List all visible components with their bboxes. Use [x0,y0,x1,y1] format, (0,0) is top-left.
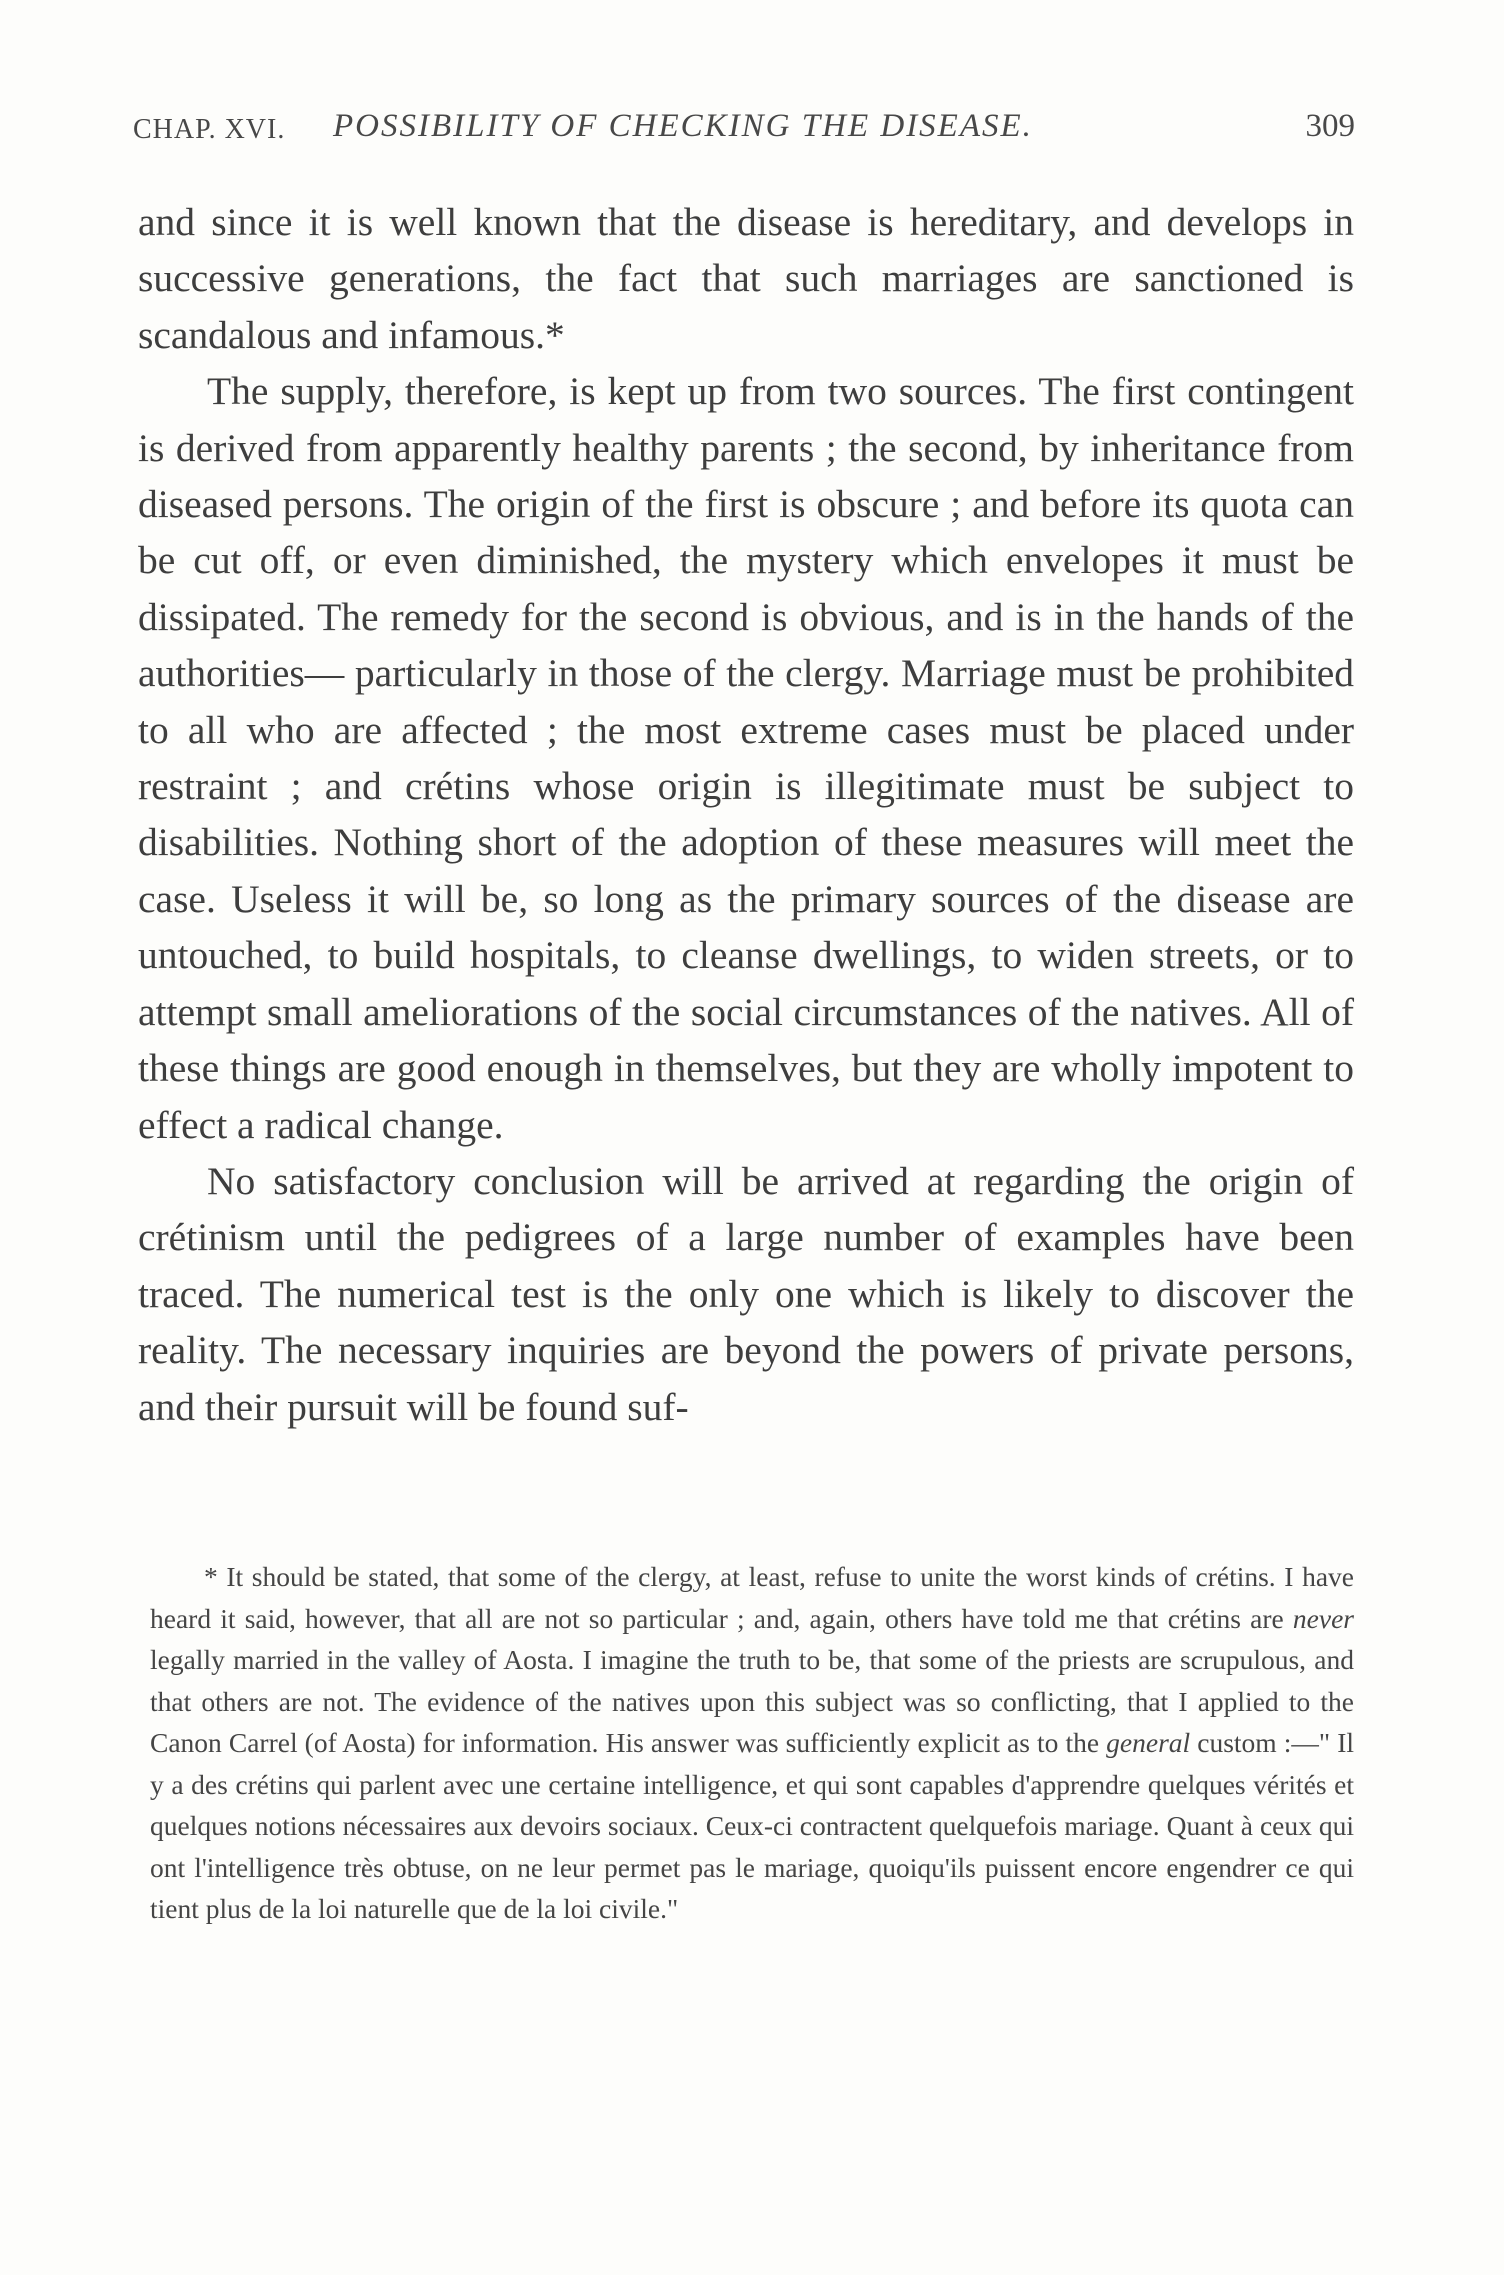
footnote-emphasis: never [1292,1602,1354,1634]
footnote-segment: * It should be stated, that some of the clergy, at least, refuse to unite the worst kinds of crétins. I have heard it said, however, that all are not so particular ; and, again, others have told me that crétins are [150,1561,1354,1634]
paragraph: No satisfactory conclusion will be arrived at regarding the origin of crétinism until the pedigrees of a large number of examples have been traced. The numerical test is the only one which is likely to discover the reality. The necessary inquiries are beyond the powers of private persons, and their pursuit will be found suf- [138,1158,1354,1429]
footnote-segment: legally married in the valley of Aosta. I imagine the truth to be, that some of the priests are scrupulous, and that others are not. The evidence of the natives upon this subject was so conflicting, that I applied to the Canon Carrel (of Aosta) for information. His answer was sufficiently explicit as to the [150,1644,1354,1758]
chapter-label: CHAP. XVI. [133,114,286,145]
paragraph: The supply, therefore, is kept up from two sources. The first contingent is derived from apparently healthy parents ; the second, by inheritance from diseased persons. The origin of the first is obscure ; and before its quota can be cut off, or even diminished, the mystery which envelopes it must be dissipated. The remedy for the second is obvious, and is in the hands of the authorities— particularly in those of the clergy. Marriage must be prohibited to all who are affected ; the most extreme cases must be placed under restraint ; and crétins whose origin is illegitimate must be subject to disabilities. Nothing short of the adoption of these measures will meet the case. Useless it will be, so long as the primary sources of the disease are untouched, to build hospitals, to cleanse dwellings, to widen streets, or to attempt small ameliorations of the social circumstances of the natives. All of these things are good enough in themselves, but they are wholly impotent to effect a radical change. [138,369,1354,1147]
footnote-segment: custom :—" Il y a des crétins qui parlent avec une certaine intelligence, et qui sont capables d'apprendre quelques vérités et quelques notions nécessaires aux devoirs sociaux. Ceux-ci contractent quelquefois mariage. Quant à ceux qui ont l'intelligence très obtuse, on ne leur permet pas le mariage, quoiqu'ils puissent encore engendrer ce qui tient plus de la loi naturelle que de la loi civile." [150,1727,1354,1924]
paragraph: and since it is well known that the disease is hereditary, and develops in successive generations, the fact that such marriages are sanctioned is scandalous and infamous.* [138,200,1354,357]
running-head [133,104,1355,154]
footnote [150,1556,1354,1930]
footnote-text [150,1556,1354,1930]
page-title: POSSIBILITY OF CHECKING THE DISEASE. [333,108,1033,144]
page-number: 309 [1305,108,1355,144]
main-text [138,194,1354,1435]
footnote-emphasis: general [1106,1727,1191,1758]
